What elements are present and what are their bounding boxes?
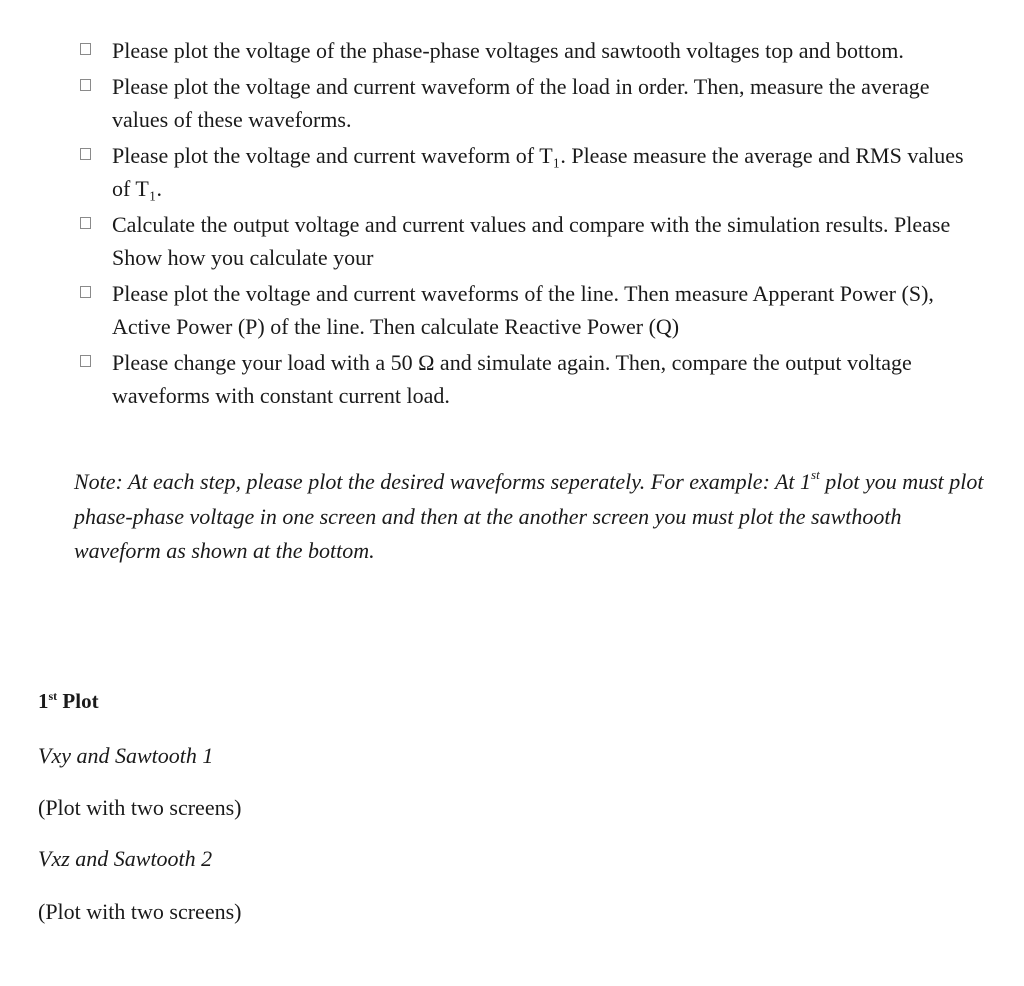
- plot-heading-text: Plot: [57, 689, 99, 713]
- note-text-start: Note: At each step, please plot the desired waveforms seperately. For example: At 1: [74, 469, 812, 494]
- checkbox-icon[interactable]: [80, 286, 91, 298]
- checklist-item: [72, 70, 972, 137]
- note-text-end: plot you must plot phase-phase voltage in one screen and then at the another screen you must plot the sawthooth waveform as shown at the bottom.: [74, 469, 984, 563]
- checklist-item: [72, 346, 972, 413]
- checkbox-icon[interactable]: [80, 217, 91, 229]
- plot-line-screens-2: (Plot with two screens): [38, 899, 242, 924]
- checklist-item-text: Please change your load with a 50 Ω and simulate again. Then, compare the output voltage waveforms with constant current load.: [112, 349, 912, 408]
- note-paragraph: [74, 465, 984, 569]
- checkbox-icon[interactable]: [80, 43, 91, 55]
- checklist-item: [72, 277, 972, 344]
- plot-heading-number: 1: [38, 689, 49, 713]
- plot-line-vxz: Vxz and Sawtooth 2: [38, 846, 213, 871]
- checklist-item-text: Please plot the voltage of the phase-phase voltages and sawtooth voltages top and bottom.: [112, 38, 904, 63]
- checklist-item: [72, 208, 972, 275]
- checkbox-icon[interactable]: [80, 355, 91, 367]
- checklist-item: [72, 34, 972, 68]
- checklist-item-text: Please plot the voltage and current waveform of the load in order. Then, measure the average values of these waveforms.: [112, 73, 930, 132]
- plot-line-screens-1: (Plot with two screens): [38, 795, 242, 820]
- plot-line-vxy: Vxy and Sawtooth 1: [38, 743, 214, 768]
- checklist-item-text: Please plot the voltage and current waveforms of the line. Then measure Apperant Power (S), Active Power (P) of the line. Then calculate Reactive Power (Q): [112, 280, 934, 339]
- checklist-item: [72, 139, 972, 206]
- note-superscript: st: [811, 466, 820, 482]
- plot-heading-superscript: st: [48, 689, 58, 703]
- checklist-item-text: Calculate the output voltage and current values and compare with the simulation results. Please Show how you calculate your: [112, 211, 951, 270]
- task-checklist: [72, 34, 972, 415]
- plot-heading: [38, 689, 99, 714]
- checkbox-icon[interactable]: [80, 79, 91, 91]
- checkbox-icon[interactable]: [80, 148, 91, 160]
- checklist-item-text: Please plot the voltage and current waveform of T₁. Please measure the average and RMS values of T₁.: [112, 142, 964, 201]
